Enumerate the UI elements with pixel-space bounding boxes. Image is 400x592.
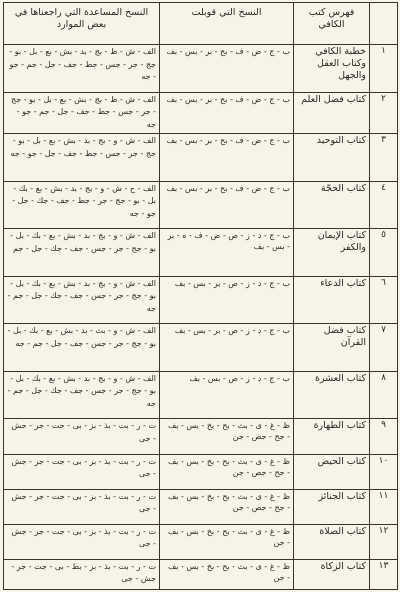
book-title: كتاب الدعاء	[294, 276, 370, 324]
row-number: ٨	[370, 371, 398, 419]
table-row	[4, 489, 398, 524]
table-row	[4, 524, 398, 559]
auxiliary-copies: الف - ش - و - بج - بد - بش - بع - بك - بل - بو - جج - جر - جس - جف - جك - جل - جم - جه	[4, 371, 160, 419]
book-title: كتاب الحجّة	[294, 181, 370, 229]
manuscript-index-table	[3, 2, 398, 590]
row-number: ١٢	[370, 524, 398, 559]
table-row	[4, 45, 398, 93]
table-row	[4, 371, 398, 419]
collated-copies: ب - ج - ض - ف - بح - بر - بس - بف	[160, 45, 294, 93]
table-row	[4, 454, 398, 489]
book-title: كتاب العشرة	[294, 371, 370, 419]
book-title: كتاب الإيمان والكفر	[294, 229, 370, 277]
row-number: ٩	[370, 419, 398, 454]
row-number: ٥	[370, 229, 398, 277]
table-row	[4, 229, 398, 277]
header-collated-copies: النسخ التي قوبلت	[160, 3, 294, 45]
row-number: ٦	[370, 276, 398, 324]
auxiliary-copies: الف - ش - و - بج - بد - بش - بع - بك - بل - بو - جج - جر - جس - جف - جك - جل - جم	[4, 229, 160, 277]
row-number: ١٠	[370, 454, 398, 489]
book-title: كتاب فضل العلم	[294, 92, 370, 134]
row-number: ٤	[370, 181, 398, 229]
book-title: كتاب فضل القرآن	[294, 324, 370, 372]
book-title: كتاب الجنائز	[294, 489, 370, 524]
table-row	[4, 559, 398, 589]
auxiliary-copies: ت - ر - بت - بذ - بز - بط - بى - جت - جر - جش - جى	[4, 559, 160, 589]
table-row	[4, 181, 398, 229]
book-title: كتاب الزكاة	[294, 559, 370, 589]
collated-copies: ظ - غ - ى - بث - بح - بخ - بس - بف - جن	[160, 559, 294, 589]
collated-copies: ب - ج - ض - ف - بح - بر - بس - بف	[160, 134, 294, 182]
header-index: فهرس كتب الكافي	[294, 3, 370, 45]
auxiliary-copies: الف - ش - و - بج - بد - بش - بع - بك - بل - بو - جج - جر - جس - جف - جك - جل - جم - جه	[4, 276, 160, 324]
collated-copies: ب - ج - ض - ف - بح - بر - بس - بف	[160, 181, 294, 229]
table-row	[4, 324, 398, 372]
book-title: كتاب الحيض	[294, 454, 370, 489]
auxiliary-copies: ت - ر - بت - بذ - بز - بى - جت - جر - جش - جى	[4, 419, 160, 454]
row-number: ٢	[370, 92, 398, 134]
collated-copies: ظ - غ - ى - بث - بح - بخ - بس - بف - جح - جص - جن	[160, 419, 294, 454]
row-number: ٣	[370, 134, 398, 182]
table-row	[4, 92, 398, 134]
auxiliary-copies: الف - ش - و - بث - بد - بش - بع - بك - بل - بو - جج - جر - جس - جف - جل - جم - جه	[4, 324, 160, 372]
auxiliary-copies: الف - ش - ظ - بج - بد - بش - بع - بل - بو - جج - جر - جس - جط - جف - جل - جم - جو - جه	[4, 45, 160, 93]
table-row	[4, 419, 398, 454]
table-row	[4, 276, 398, 324]
auxiliary-copies: الف - ح - ش - و - بج - بد - بش - بع - بك - بل - بو - جج - جر - جط - جف - جك - جل - جو - جه	[4, 181, 160, 229]
collated-copies: ظ - غ - ى - بث - بح - بخ - بس - بف - جح - جص - جن	[160, 454, 294, 489]
book-title: كتاب التوحيد	[294, 134, 370, 182]
row-number: ١	[370, 45, 398, 93]
table-row	[4, 134, 398, 182]
collated-copies: ب - ج - د - ز - ص - بس - بف	[160, 371, 294, 419]
header-row	[4, 3, 398, 45]
auxiliary-copies: الف - ش - و - بج - بد - بش - بع - بل - بو - جج - جر - جس - جط - جف - جل - جو - جه	[4, 134, 160, 182]
collated-copies: ب - ج - د - ز - ص - بر - بس - بف	[160, 324, 294, 372]
collated-copies: ب - ج - د - ز - ص - ض - ف - ه - بر - بس - بف	[160, 229, 294, 277]
collated-copies: ظ - غ - ى - بث - بح - بخ - بس - بف - جح - جص - جن	[160, 489, 294, 524]
row-number: ١١	[370, 489, 398, 524]
auxiliary-copies: ت - ر - بت - بذ - بز - بى - جت - جر - جش - جى	[4, 454, 160, 489]
header-number	[370, 3, 398, 45]
book-title: كتاب الطهارة	[294, 419, 370, 454]
header-auxiliary-copies: النسخ المساعدة التي راجعناها في بعض الموارد	[4, 3, 160, 45]
row-number: ٧	[370, 324, 398, 372]
book-title: خطبة الكافي وكتاب العقل والجهل	[294, 45, 370, 93]
auxiliary-copies: ت - ر - بت - بذ - بز - بى - جت - جر - جش - جى	[4, 524, 160, 559]
auxiliary-copies: ت - ر - بت - بذ - بز - بى - جت - جر - جش - جى	[4, 489, 160, 524]
collated-copies: ظ - غ - ى - بث - بح - بخ - بس - بف - جن	[160, 524, 294, 559]
book-title: كتاب الصلاة	[294, 524, 370, 559]
row-number: ١٣	[370, 559, 398, 589]
collated-copies: ب - ج - د - ز - ص - بر - بس - بف	[160, 276, 294, 324]
collated-copies: ب - ج - ض - ف - بح - بر - بس - بف	[160, 92, 294, 134]
auxiliary-copies: الف - ش - ظ - بج - بش - بع - بل - بو - جج - جر - جس - جط - جف - جل - جم - جو - جه	[4, 92, 160, 134]
